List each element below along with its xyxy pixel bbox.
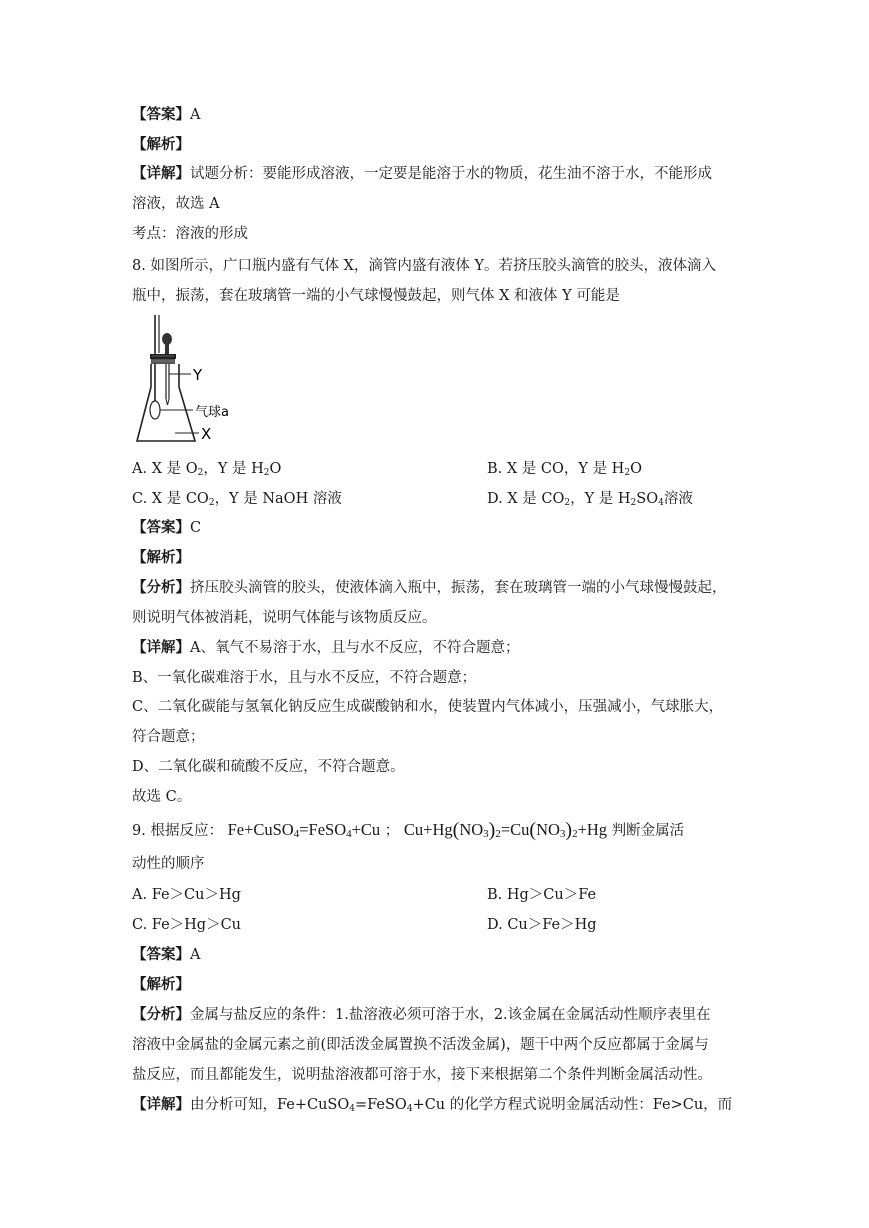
option-text: 溶液 — [663, 491, 693, 507]
subscript: 4 — [293, 828, 300, 840]
analysis-tag: 【解析】 — [132, 549, 190, 566]
subscript: 2 — [572, 828, 578, 840]
analysis-text: 金属与盐反应的条件：1.盐溶液必须可溶于水，2.该金属在金属活动性顺序表里在 — [190, 1007, 711, 1023]
q8-answer-line — [132, 518, 201, 538]
analysis-tag: 【解析】 — [132, 976, 190, 993]
subscript: 2 — [263, 468, 270, 478]
q8-detail-c1: C、二氧化碳能与氢氧化钠反应生成碳酸钠和水，使装置内气体减小，压强减小，气球胀大， — [132, 699, 724, 715]
formula-text: NO — [536, 820, 560, 839]
q7-answer-line — [132, 105, 200, 125]
q9-option-c[interactable]: C. Fe＞Hg＞Cu — [132, 917, 242, 933]
option-text: ，Y 是 NaOH 溶液 — [214, 491, 342, 507]
q8-conclusion: 故选 C。 — [132, 789, 192, 805]
q9-stem-line1 — [132, 818, 684, 846]
label-y: Y — [193, 366, 203, 384]
subscript: 3 — [483, 828, 489, 840]
paren: ( — [529, 819, 537, 841]
detail-text: A、氧气不易溶于水，且与水不反应，不符合题意； — [190, 640, 520, 656]
q7-detail-line1 — [132, 164, 712, 184]
option-text: B. X 是 CO，Y 是 H — [487, 461, 625, 477]
point-label: 考点： — [132, 226, 176, 242]
q9-answer-line — [132, 945, 200, 965]
point-text: 溶液的形成 — [175, 226, 248, 242]
q9-analysis-line2: 溶液中金属盐的金属元素之前(即活泼金属置换不活泼金属)，题干中两个反应都属于金属与 — [132, 1037, 709, 1053]
q9-analysis-line1 — [132, 1005, 711, 1025]
label-x: X — [201, 425, 212, 443]
q9-analysis-tag — [132, 975, 190, 995]
option-text: C. X 是 CO — [132, 491, 209, 507]
answer-tag: 【答案】 — [132, 519, 190, 536]
q9-analysis-line3: 盐反应，而且都能发生，说明盐溶液都可溶于水，接下来根据第二个条件判断金属活动性。 — [132, 1067, 712, 1083]
stem-prefix: 9. 根据反应： — [132, 823, 223, 839]
q9-option-d[interactable]: D. Cu＞Fe＞Hg — [487, 917, 597, 933]
reaction-1 — [228, 820, 381, 839]
formula-text: =FeSO — [299, 820, 347, 839]
q9-stem-line2: 动性的顺序 — [132, 856, 205, 872]
subscript: 2 — [564, 498, 571, 508]
separator: ； — [384, 823, 400, 839]
q9-option-a[interactable]: A. Fe＞Cu＞Hg — [132, 887, 241, 903]
detail-text: 由分析可知，Fe+CuSO — [190, 1097, 350, 1113]
subscript: 4 — [349, 1104, 355, 1114]
q8-analysis-tag — [132, 548, 190, 568]
subscript: 3 — [559, 828, 566, 840]
analysis-head: 【分析】 — [132, 1006, 190, 1023]
option-text: D. X 是 CO — [487, 491, 565, 507]
detail-tag: 【详解】 — [132, 165, 190, 182]
flask-diagram — [135, 313, 255, 447]
q7-analysis-tag — [132, 135, 190, 155]
formula-text: Cu+Hg — [403, 820, 453, 839]
detail-text: 试题分析：要能形成溶液，一定要是能溶于水的物质，花生油不溶于水，不能形成 — [190, 166, 712, 182]
subscript: 2 — [495, 828, 501, 840]
q8-option-b[interactable] — [487, 459, 642, 483]
q8-option-d[interactable] — [487, 489, 693, 513]
formula-text: +Hg — [577, 820, 608, 839]
option-text: SO — [636, 491, 659, 507]
formula-text: NO — [459, 820, 484, 839]
q7-point-line — [132, 224, 248, 244]
q8-detail-d: D、二氧化碳和硫酸不反应，不符合题意。 — [132, 759, 405, 775]
answer-value: A — [190, 107, 201, 123]
subscript: 2 — [208, 498, 215, 508]
option-text: ，Y 是 H — [570, 491, 631, 507]
answer-value: C — [190, 520, 202, 536]
q8-detail-b: B、一氧化碳难溶于水，且与水不反应，不符合题意； — [132, 670, 477, 686]
formula-text: =Cu — [500, 820, 530, 839]
q9-option-b[interactable]: B. Hg＞Cu＞Fe — [487, 887, 597, 903]
analysis-text: 挤压胶头滴管的胶头，使液体滴入瓶中，振荡，套在玻璃管一端的小气球慢慢鼓起， — [190, 580, 727, 596]
paren: ( — [452, 819, 460, 841]
q8-option-c[interactable] — [132, 489, 342, 513]
q8-analysis-line2: 则说明气体被消耗，说明气体能与该物质反应。 — [132, 610, 437, 626]
q8-stem-line1: 8. 如图所示，广口瓶内盛有气体 X，滴管内盛有液体 Y。若挤压胶头滴管的胶头，液体滴入 — [132, 258, 717, 274]
paren: ) — [565, 819, 573, 841]
formula-text: Fe+CuSO — [227, 820, 294, 839]
analysis-tag: 【解析】 — [132, 136, 190, 153]
q9-detail-line1 — [132, 1095, 732, 1119]
q8-option-a[interactable] — [132, 459, 281, 483]
detail-text: +Cu 的化学方程式说明金属活动性：Fe>Cu，而 — [412, 1097, 733, 1113]
q8-detail-a — [132, 638, 519, 658]
option-text: A. X 是 O — [132, 461, 198, 477]
answer-tag: 【答案】 — [132, 106, 190, 123]
subscript: 2 — [624, 468, 631, 478]
answer-value: A — [190, 947, 201, 963]
label-balloon: 气球a — [195, 405, 229, 420]
subscript: 4 — [658, 498, 664, 508]
detail-text: =FeSO — [355, 1097, 407, 1113]
subscript: 2 — [197, 468, 204, 478]
analysis-head: 【分析】 — [132, 579, 190, 596]
q8-analysis-line1 — [132, 578, 727, 598]
subscript: 4 — [406, 1104, 413, 1114]
option-text: ，Y 是 H — [203, 461, 264, 477]
q8-stem-line2: 瓶中，振荡，套在玻璃管一端的小气球慢慢鼓起，则气体 X 和液体 Y 可能是 — [132, 288, 620, 304]
option-text: O — [269, 461, 282, 477]
q8-detail-c2: 符合题意； — [132, 729, 205, 745]
detail-tag: 【详解】 — [132, 639, 190, 656]
formula-text: +Cu — [351, 820, 381, 839]
stem-suffix: 判断金属活 — [611, 823, 685, 839]
option-text: O — [630, 461, 642, 477]
subscript: 4 — [346, 828, 352, 840]
q7-detail-line2: 溶液，故选 A — [132, 196, 220, 212]
paren: ) — [488, 819, 496, 841]
reaction-2 — [404, 820, 607, 839]
answer-tag: 【答案】 — [132, 946, 190, 963]
subscript: 2 — [630, 498, 637, 508]
detail-tag: 【详解】 — [132, 1096, 190, 1113]
